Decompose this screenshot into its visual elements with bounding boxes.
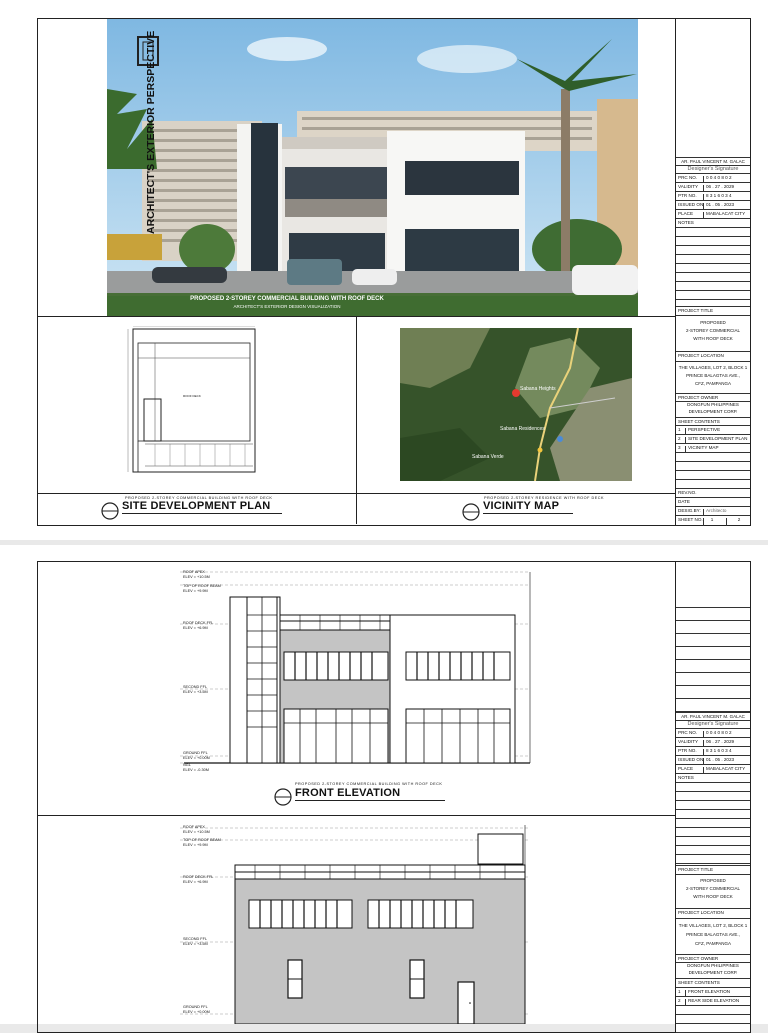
- level-name: SECOND FFL: [183, 685, 208, 689]
- content-label: VICINITY MAP: [685, 446, 719, 453]
- site-plan-title: SITE DEVELOPMENT PLAN: [122, 500, 271, 512]
- project-location-line: CFZ, PAMPANGA: [694, 941, 732, 946]
- title-underline: [295, 800, 445, 801]
- content-label: PERSPECTIVE: [685, 428, 720, 435]
- level-elev: ELEV = +0.00M: [183, 1010, 210, 1014]
- row-key: PLACE: [678, 766, 694, 771]
- content-number: 1: [678, 989, 681, 994]
- scale-symbol-icon: [273, 787, 293, 812]
- logo-box: [676, 562, 750, 607]
- plan-label: ROOF DECK: [183, 394, 201, 398]
- row-value: 8 3 1 6 0 3 4: [703, 194, 732, 201]
- scale-symbol-icon: [100, 501, 120, 526]
- project-location-line: THE VILLAGES, LOT 2, BLOCK 1: [678, 365, 748, 370]
- project-location-label: PROJECT LOCATION: [678, 353, 724, 358]
- level-name: TOP OF ROOF BEAM: [183, 584, 221, 588]
- scale-symbol-icon: [461, 502, 481, 527]
- divider: [37, 815, 675, 816]
- row-key: PLACE: [678, 211, 694, 216]
- level-elev: ELEV = +10.5M: [183, 830, 210, 834]
- front-elevation-title: FRONT ELEVATION: [295, 787, 401, 799]
- vicinity-map: [400, 328, 632, 481]
- front-elevation-drawing: [180, 567, 540, 777]
- level-name: SECOND FFL: [183, 937, 208, 941]
- level-name: GROUND FFL: [183, 751, 208, 755]
- render-caption: PROPOSED 2-STOREY COMMERCIAL BUILDING WITH ROOF DECK: [190, 296, 384, 302]
- row-value: 01 . 05 . 2023: [703, 758, 734, 765]
- level-elev: ELEV = +9.9M: [183, 589, 208, 593]
- architect-name: AR. PAUL VINCENT M. GALAC: [681, 159, 745, 164]
- sheet-no-label: SHEET NO.: [678, 517, 703, 522]
- project-owner-label: PROJECT OWNER: [678, 395, 719, 400]
- project-location-label: PROJECT LOCATION: [678, 910, 724, 915]
- notes-label: NOTES: [678, 220, 694, 225]
- row-key: ISSUED ON: [678, 757, 704, 762]
- project-location-line: THE VILLAGES, LOT 2, BLOCK 1: [678, 923, 748, 928]
- vicinity-title: VICINITY MAP: [483, 500, 560, 512]
- sheet-contents-label: SHEET CONTENTS: [678, 980, 720, 985]
- project-title-line: 2-STOREY COMMERCIAL: [685, 328, 741, 333]
- row-value: MABALACAT CITY: [703, 767, 745, 774]
- design-by-value: Architecto: [703, 509, 726, 516]
- level-name: NGL: [183, 763, 191, 767]
- row-value: 01 . 05 . 2023: [703, 203, 734, 210]
- level-elev: ELEV = +6.9M: [183, 626, 208, 630]
- project-owner-label: PROJECT OWNER: [678, 956, 719, 961]
- level-name: GROUND FFL: [183, 1005, 208, 1009]
- rear-elevation-drawing: [180, 820, 540, 1024]
- row-value: 06 . 27 . 2029: [703, 185, 734, 192]
- site-plan-drawing: [125, 326, 265, 476]
- level-name: ROOF APEX: [183, 570, 205, 574]
- project-location-line: PRINCE BALAGTAS AVE.,: [686, 373, 740, 378]
- title-underline: [122, 513, 282, 514]
- row-key: PTR NO.: [678, 748, 697, 753]
- render-subcaption: ARCHITECT'S EXTERIOR DESIGN VISUALIZATION: [233, 304, 341, 309]
- content-label: REAR SIDE ELEVATION: [685, 999, 739, 1006]
- row-value: 0 0 4 0 8 0 2: [703, 176, 732, 183]
- level-name: ROOF DECK FFL: [183, 875, 214, 879]
- project-location-line: PRINCE BALAGTAS AVE.,: [686, 932, 740, 937]
- rev-no-label: REV.NO.: [678, 490, 697, 495]
- content-number: 2: [678, 998, 681, 1003]
- project-title-line: WITH ROOF DECK: [693, 894, 733, 899]
- level-elev: ELEV = +3.5M: [183, 690, 208, 694]
- level-elev: ELEV = +10.5M: [183, 575, 210, 579]
- level-name: TOP OF ROOF BEAM: [183, 838, 221, 842]
- project-location-line: CFZ, PAMPANGA: [694, 381, 732, 386]
- project-owner-line: DEVELOPMENT CORP.: [688, 970, 738, 975]
- front-elevation-subtitle: PROPOSED 2-STOREY COMMERCIAL BUILDING WITH ROOF DECK: [295, 782, 443, 786]
- project-title-label: PROJECT TITLE: [678, 308, 714, 313]
- level-elev: ELEV = -0.30M: [183, 768, 209, 772]
- project-title-line: WITH ROOF DECK: [693, 336, 733, 341]
- signature-label: Designer's Signature: [687, 721, 739, 727]
- map-label: Sabana Verde: [472, 454, 504, 460]
- row-key: PRC NO.: [678, 175, 698, 180]
- project-title-line: PROPOSED: [700, 320, 726, 325]
- content-label: FRONT ELEVATION: [685, 990, 730, 997]
- signature-label: Designer's Signature: [687, 166, 739, 172]
- level-elev: ELEV = +0.00M: [183, 756, 210, 760]
- project-owner-line: DONGFUN PHILIPPINES: [687, 963, 739, 968]
- project-owner-line: DEVELOPMENT CORP.: [688, 409, 738, 414]
- design-by-label: DESIG.BY:: [678, 508, 701, 513]
- level-elev: ELEV = +3.5M: [183, 942, 208, 946]
- project-title-label: PROJECT TITLE: [678, 867, 714, 872]
- project-title-line: PROPOSED: [700, 878, 726, 883]
- level-elev: ELEV = +6.9M: [183, 880, 208, 884]
- title-block: [675, 561, 751, 1033]
- drawing-sheet-2: [0, 545, 768, 1024]
- content-label: SITE DEVELOPMENT PLAN: [685, 437, 747, 444]
- architect-name: AR. PAUL VINCENT M. GALAC: [681, 714, 745, 719]
- row-value: 06 . 27 . 2029: [703, 740, 734, 747]
- map-label: Sabana Heights: [520, 386, 556, 392]
- notes-label: NOTES: [678, 775, 694, 780]
- perspective-title: ARCHITECT'S EXTERIOR PERSPECTIVE: [145, 30, 157, 234]
- title-underline: [483, 513, 573, 514]
- row-value: 8 3 1 6 0 3 4: [703, 749, 732, 756]
- content-number: 3: [678, 445, 681, 450]
- map-label: Sabana Residences: [500, 426, 545, 432]
- content-number: 2: [678, 436, 681, 441]
- sheet-total: 2: [726, 518, 749, 526]
- row-key: VALIDITY: [678, 739, 699, 744]
- exterior-render: [107, 19, 638, 316]
- content-number: 1: [678, 427, 681, 432]
- row-key: PTR NO.: [678, 193, 697, 198]
- title-block: [675, 18, 751, 526]
- project-owner-line: DONGFUN PHILIPPINES: [687, 402, 739, 407]
- project-title-line: 2-STOREY COMMERCIAL: [685, 886, 741, 891]
- sheet-no: 1: [703, 518, 718, 526]
- site-plan-subtitle: PROPOSED 2-STOREY COMMERCIAL BUILDING WITH ROOF DECK: [125, 496, 273, 500]
- logo-box: [676, 19, 750, 157]
- row-key: VALIDITY: [678, 184, 699, 189]
- row-value: MABALACAT CITY: [703, 212, 745, 219]
- level-elev: ELEV = +9.9M: [183, 843, 208, 847]
- level-name: ROOF DECK FFL: [183, 621, 214, 625]
- sheet-contents-label: SHEET CONTENTS: [678, 419, 720, 424]
- divider: [356, 316, 357, 524]
- row-key: PRC NO.: [678, 730, 698, 735]
- row-value: 0 0 4 0 8 0 2: [703, 731, 732, 738]
- date-label: DATE: [678, 499, 690, 504]
- row-key: ISSUED ON: [678, 202, 704, 207]
- blank-rows: [676, 607, 750, 713]
- vicinity-subtitle: PROPOSED 2-STOREY RESIDENCE WITH ROOF DECK: [484, 496, 605, 500]
- level-name: ROOF APEX: [183, 825, 205, 829]
